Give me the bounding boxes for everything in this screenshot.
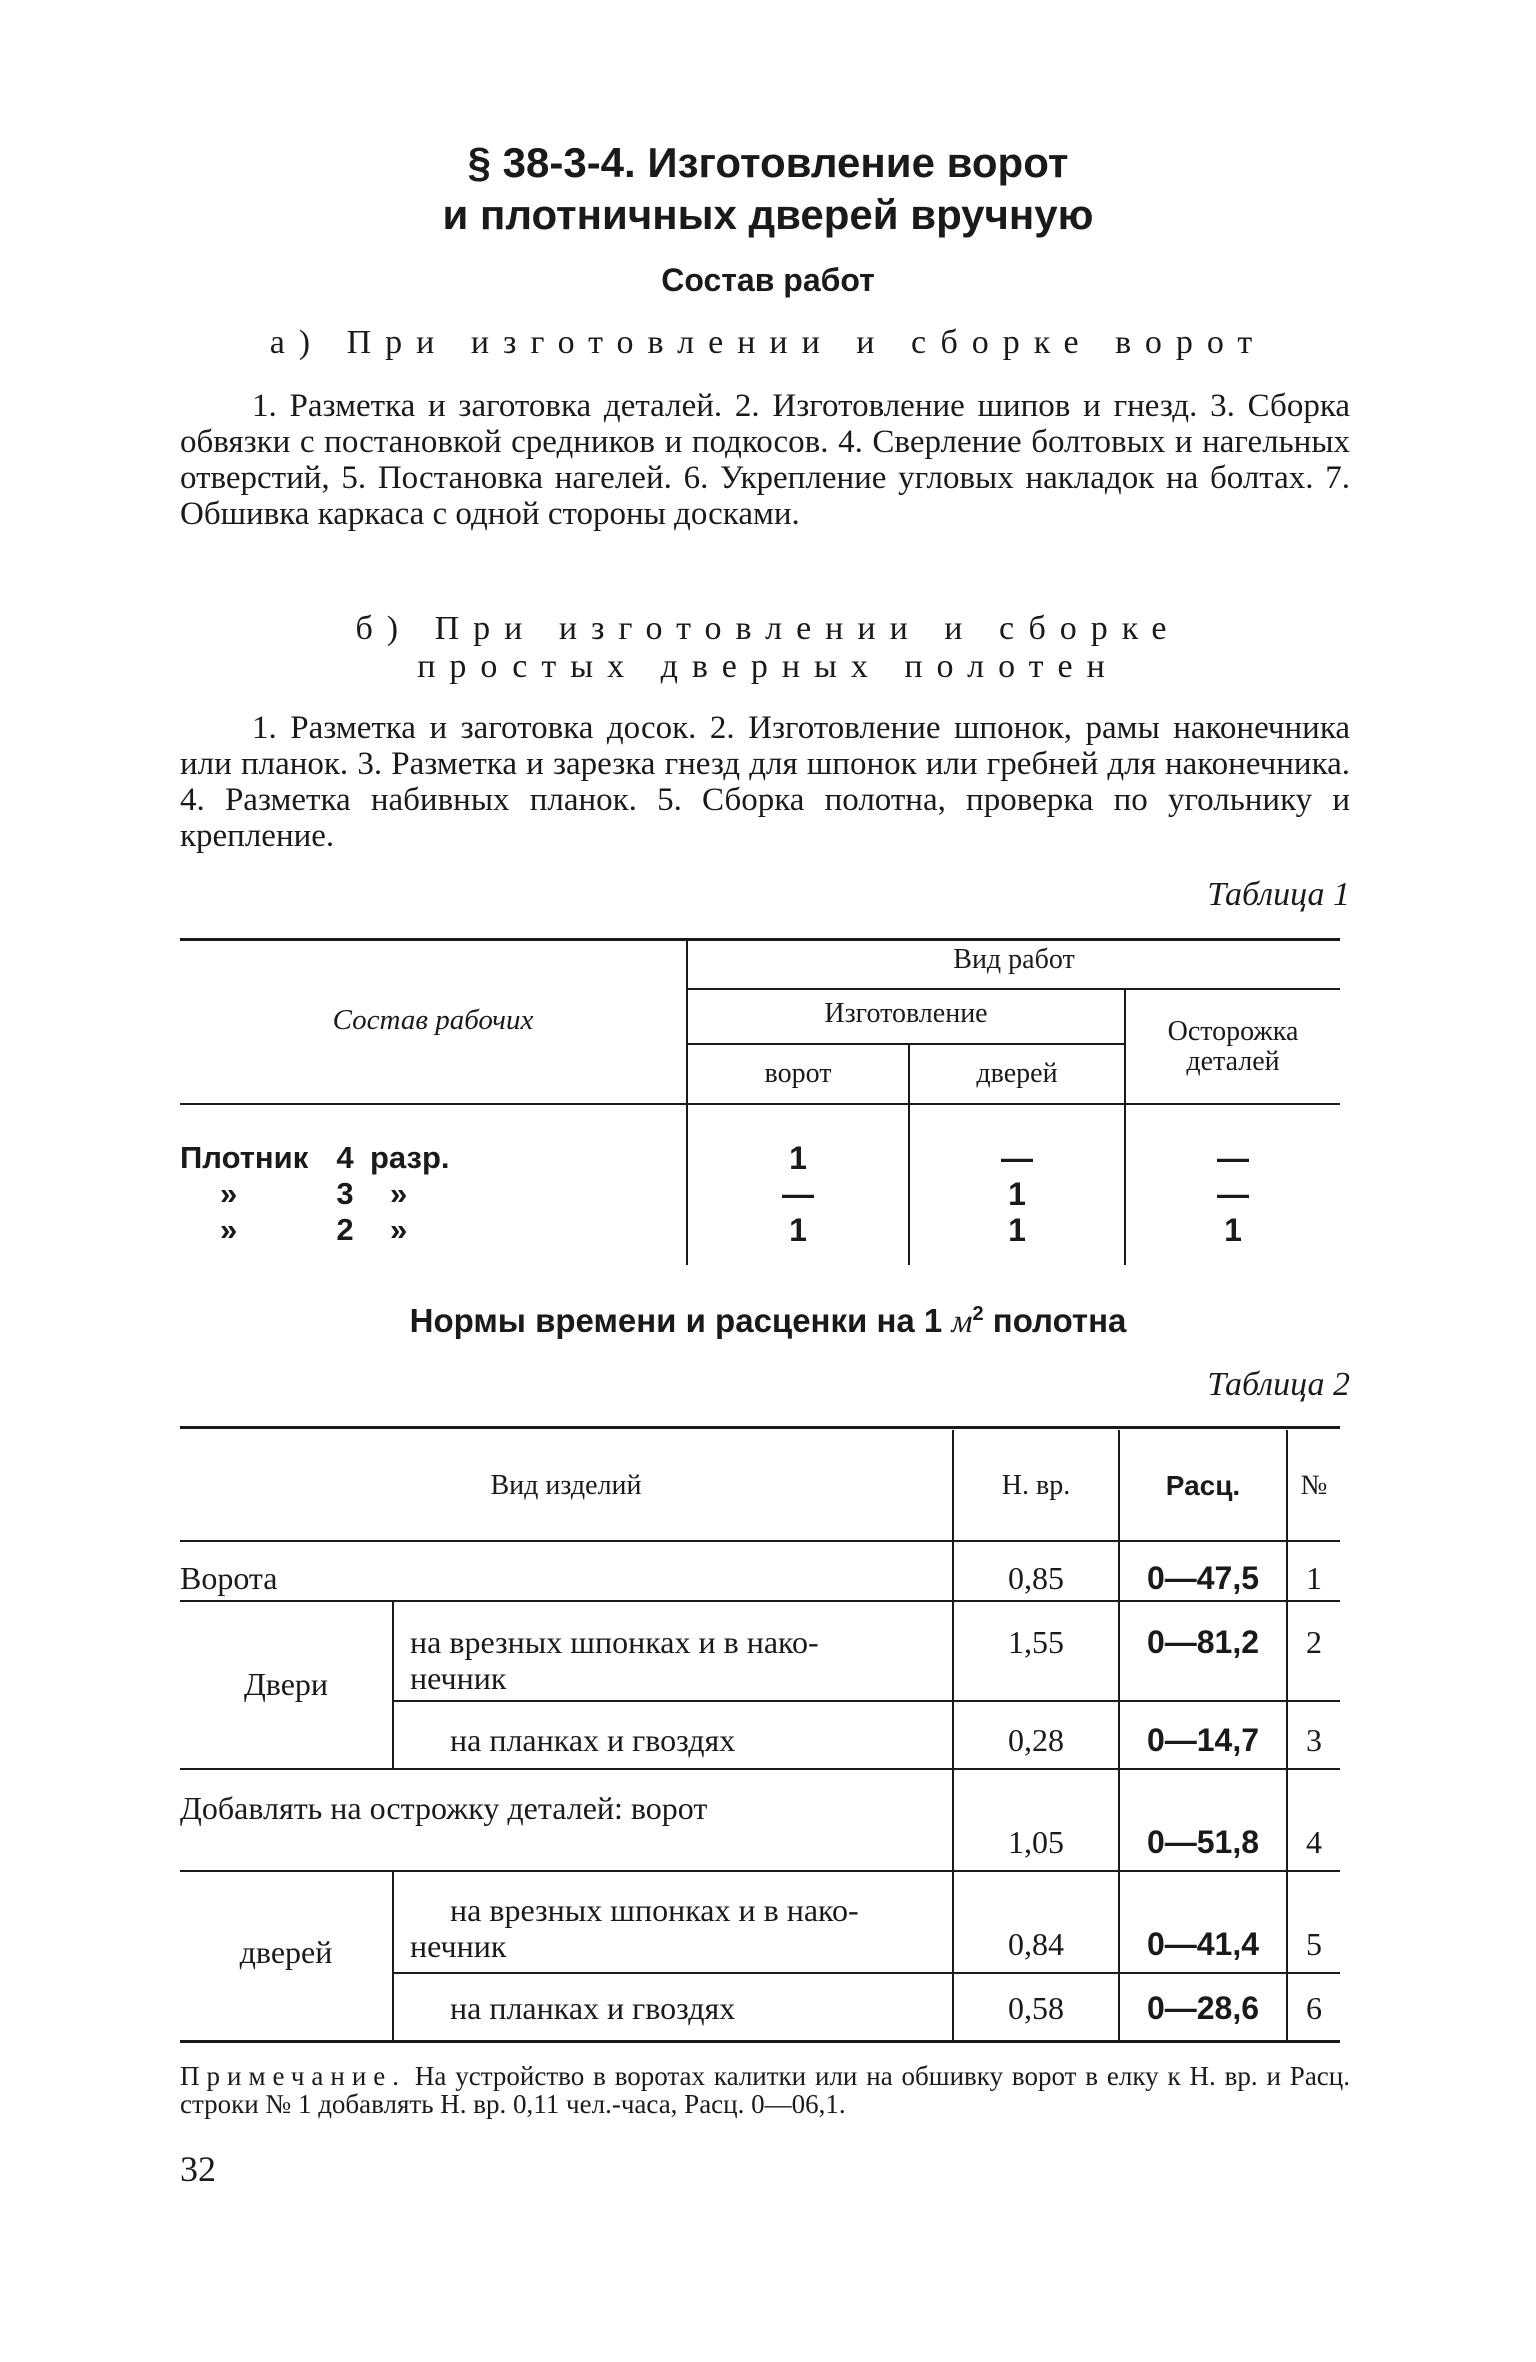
- table1-header-gates: ворот: [764, 1058, 832, 1089]
- table2-header-no: №: [1300, 1470, 1328, 1501]
- table1-row-grade: 3: [336, 1176, 354, 1211]
- table2-row-label-line2: нечник: [410, 1660, 507, 1696]
- table1-row-planing: —: [1217, 1176, 1249, 1212]
- table1-row-doors: 1: [1008, 1212, 1026, 1248]
- table1-row-unit: »: [390, 1212, 408, 1247]
- table1-row-planing: 1: [1224, 1212, 1242, 1248]
- table1-row-gates: 1: [789, 1212, 807, 1248]
- table2-caption: Таблица 2: [1207, 1366, 1350, 1403]
- table2-row-no: 5: [1306, 1926, 1322, 1962]
- table1-header-making: Изготовление: [824, 998, 988, 1029]
- note-label: Примечание.: [180, 2061, 407, 2091]
- norms-title-after: полотна: [983, 1302, 1127, 1339]
- table1-header-work-type: Вид работ: [953, 944, 1075, 975]
- section-b-title-line2: простых дверных полотен: [417, 648, 1119, 685]
- table2-row-label: Добавлять на острожку деталей: ворот: [180, 1790, 708, 1826]
- table2-row-rate: 0—51,8: [1146, 1824, 1260, 1860]
- table2-row-no: 3: [1306, 1722, 1322, 1758]
- section-b-text: 1. Разметка и заготовка досок. 2. Изготовление шпонок, рамы наконечника или планок. 3. Разметка и зарезка гнезд для шпонок или гребней для наконечника. 4. Разметка набивных планок. 5. Сборка полотна, проверка по угольнику и крепление.: [180, 710, 1350, 854]
- table1-caption: Таблица 1: [1207, 876, 1350, 913]
- table2-row-group: дверей: [239, 1934, 333, 1970]
- table2-header-time: Н. вр.: [1001, 1470, 1071, 1501]
- section-title-line1: § 38-3-4. Изготовление ворот: [467, 139, 1069, 186]
- note-text: На устройство в воротах калитки или на обшивку ворот в елку к Н. вр. и Расц. строки № 1 добавлять Н. вр. 0,11 чел.-часа, Расц. 0—06,1.: [180, 2061, 1350, 2119]
- table1-row-planing: —: [1217, 1140, 1249, 1176]
- table1-row-unit: разр.: [370, 1140, 450, 1175]
- composition-heading: Состав работ: [661, 262, 875, 298]
- table1-header-planing-1: Осторожка: [1167, 1016, 1299, 1047]
- table2-row-group: Двери: [243, 1666, 329, 1702]
- table2-row-label-line2: нечник: [410, 1928, 507, 1964]
- table1-row-worker: »: [220, 1176, 238, 1211]
- table2-row-time: 1,05: [1008, 1824, 1064, 1860]
- table2-row-no: 2: [1306, 1624, 1322, 1660]
- table2-row-label: на планках и гвоздях: [450, 1990, 736, 2026]
- table2-header-kind: Вид изделий: [490, 1470, 642, 1501]
- table2-row-rate: 0—28,6: [1146, 1990, 1260, 2026]
- table1-row-doors: —: [1001, 1140, 1033, 1176]
- table2-row-rate: 0—81,2: [1146, 1624, 1260, 1660]
- table2-row-label: на планках и гвоздях: [450, 1722, 736, 1758]
- table2-row-no: 6: [1306, 1990, 1322, 2026]
- table2-row-time: 1,55: [1008, 1624, 1064, 1660]
- table2-row-time: 0,85: [1008, 1560, 1064, 1596]
- table1-row-grade: 4: [336, 1140, 354, 1175]
- table2-row-time: 0,58: [1008, 1990, 1064, 2026]
- page-number: 32: [180, 2149, 216, 2189]
- table1-row-gates: —: [782, 1176, 814, 1212]
- section-a-text: 1. Разметка и заготовка деталей. 2. Изготовление шипов и гнезд. 3. Сборка обвязки с постановкой средников и подкосов. 4. Сверление болтовых и нагельных отверстий, 5. Постановка нагелей. 6. Укрепление угловых накладок на болтах. 7. Обшивка каркаса с одной стороны досками.: [180, 388, 1350, 532]
- table1-row-worker: »: [220, 1212, 238, 1247]
- table2-row-time: 0,28: [1008, 1722, 1064, 1758]
- section-a-title: а) При изготовлении и сборке ворот: [269, 324, 1267, 361]
- table2-row-no: 4: [1306, 1824, 1322, 1860]
- table1-header-doors: дверей: [976, 1058, 1058, 1089]
- table2-row-rate: 0—14,7: [1146, 1722, 1260, 1758]
- table1-row-worker: Плотник: [180, 1140, 309, 1175]
- table1-header-planing-2: деталей: [1186, 1046, 1280, 1077]
- table1-row-doors: 1: [1008, 1176, 1026, 1212]
- table2-row-label-line1: на врезных шпонках и в нако-: [410, 1624, 819, 1660]
- table1-row-grade: 2: [336, 1212, 354, 1247]
- norms-title: [0, 1302, 1536, 1341]
- norms-title-unit: м: [951, 1304, 973, 1340]
- note: [180, 2062, 1350, 2118]
- section-title-line2: и плотничных дверей вручную: [442, 191, 1094, 238]
- table2-header-rate: Расц.: [1165, 1470, 1241, 1501]
- table2-row-time: 0,84: [1008, 1926, 1064, 1962]
- table2-row-label: Ворота: [180, 1560, 278, 1596]
- table2-row-rate: 0—41,4: [1146, 1926, 1260, 1962]
- norms-title-sup: 2: [972, 1303, 984, 1325]
- norms-title-before: Нормы времени и расценки на 1: [409, 1302, 952, 1339]
- table2-row-label-line1: на врезных шпонках и в нако-: [450, 1892, 859, 1928]
- table1-row-unit: »: [390, 1176, 408, 1211]
- table1-row-gates: 1: [789, 1140, 807, 1176]
- table2-row-rate: 0—47,5: [1146, 1560, 1260, 1596]
- table1-header-workers: Состав рабочих: [332, 1004, 534, 1036]
- section-b-title-line1: б) При изготовлении и сборке: [355, 610, 1181, 647]
- table2-row-no: 1: [1306, 1560, 1322, 1596]
